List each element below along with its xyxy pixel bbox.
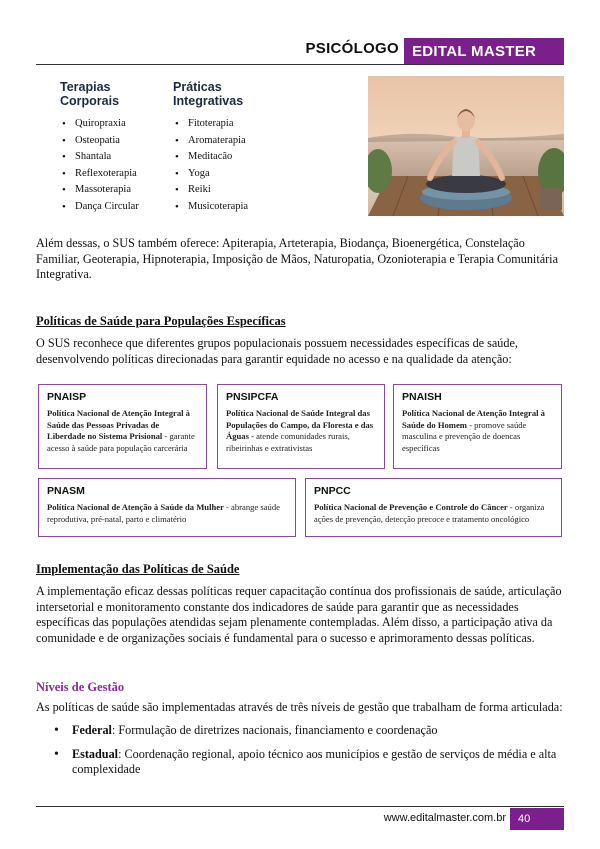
list-item: • Reiki <box>175 182 248 199</box>
list-item: • Estadual: Coordenação regional, apoio técnico aos municípios e gestão de serviços de média e alta complexidade <box>54 747 564 778</box>
card-title: PNSIPCFA <box>226 391 279 403</box>
card-text: Política Nacional de Saúde Integral das Populações do Campo, da Floresta e das Águas - atende comunidades rurais, ribeirinhas e extrativistas <box>226 408 374 453</box>
card-text: Política Nacional de Atenção Integral à Saúde das Pessoas Privadas de Liberdade no Sistema Prisional - garante acesso à saúde para população carcerária <box>47 408 195 453</box>
footer-url: www.editalmaster.com.br <box>383 812 506 824</box>
section-text-management: As políticas de saúde são implementadas através de três níveis de gestão que trabalham de forma articulada: <box>36 700 563 714</box>
section-text-implementation: A implementação eficaz dessas políticas requer capacitação contínua dos profissionais de saúde, articulação intersetorial e monitoramento constante dos indicadores de saúde para garantir que as necessidades específicas das populações atendidas sejam plenamente contempladas. Além disso, a participação ativa da comunidade e de organizações sociais é fundamental para o sucesso e aprimoramento dessas políticas. <box>36 584 562 645</box>
list-item: • Reflexoterapia <box>62 166 139 183</box>
card-title: PNAISP <box>47 391 87 403</box>
policy-card-pnsipcfa <box>217 384 385 469</box>
therapies-col1-list <box>62 116 139 215</box>
meditation-image <box>368 76 564 216</box>
header-divider <box>36 64 564 65</box>
card-title: PNAISH <box>402 391 442 403</box>
list-item: • Dança Circular <box>62 199 139 216</box>
list-item: • Shantala <box>62 149 139 166</box>
policy-card-pnaisp <box>38 384 207 469</box>
section-title-management: Níveis de Gestão <box>36 680 125 694</box>
card-text: Política Nacional de Atenção à Saúde da Mulher - abrange saúde reprodutiva, pré-natal, parto e climatério <box>47 502 280 524</box>
list-item: • Aromaterapia <box>175 133 248 150</box>
therapies-col1-title: Terapias Corporais <box>60 80 120 108</box>
policy-card-pnpcc <box>305 478 562 537</box>
list-item: • Massoterapia <box>62 182 139 199</box>
therapies-col2-title: Práticas Integrativas <box>173 80 244 108</box>
list-item: • Fitoterapia <box>175 116 248 133</box>
section-text-populations: O SUS reconhece que diferentes grupos populacionais possuem necessidades específicas de saúde, desenvolvendo políticas direcionadas para garantir equidade no acesso e na qualidade da atenção: <box>36 336 518 366</box>
list-item: • Meditacão <box>175 149 248 166</box>
therapies-col2-list <box>175 116 248 215</box>
page-header <box>36 38 564 65</box>
card-title: PNASM <box>47 485 85 497</box>
footer-divider <box>36 806 564 807</box>
list-item: • Musicoterapia <box>175 199 248 216</box>
list-item: • Quiropraxia <box>62 116 139 133</box>
section-title-implementation: Implementação das Políticas de Saúde <box>36 562 240 576</box>
page-number: 40 <box>510 808 564 830</box>
card-text: Política Nacional de Prevenção e Controle do Câncer - organiza ações de prevenção, detecção precoce e tratamento oncológico <box>314 502 545 524</box>
policy-card-pnasm <box>38 478 296 537</box>
section-title-populations: Políticas de Saúde para Populações Específicas <box>36 314 286 328</box>
management-levels-list <box>54 723 564 786</box>
policy-card-pnaish <box>393 384 562 469</box>
list-item: • Federal: Formulação de diretrizes nacionais, financiamento e coordenação <box>54 723 564 739</box>
card-text: Política Nacional de Atenção Integral à Saúde do Homem - promove saúde masculina e prevenção de doencas específicas <box>402 408 545 453</box>
header-category: PSICÓLOGO <box>305 40 399 57</box>
list-item: • Osteopatia <box>62 133 139 150</box>
list-item: • Yoga <box>175 166 248 183</box>
intro-paragraph: Além dessas, o SUS também oferece: Apiterapia, Arteterapia, Biodança, Bioenergética, Constelação Familiar, Geoterapia, Hipnoterapia, Imposição de Mãos, Naturopatia, Ozonioterapia e Terapia Comunitária Integrativa. <box>36 236 558 281</box>
header-brand: EDITAL MASTER <box>404 38 564 65</box>
card-title: PNPCC <box>314 485 351 497</box>
